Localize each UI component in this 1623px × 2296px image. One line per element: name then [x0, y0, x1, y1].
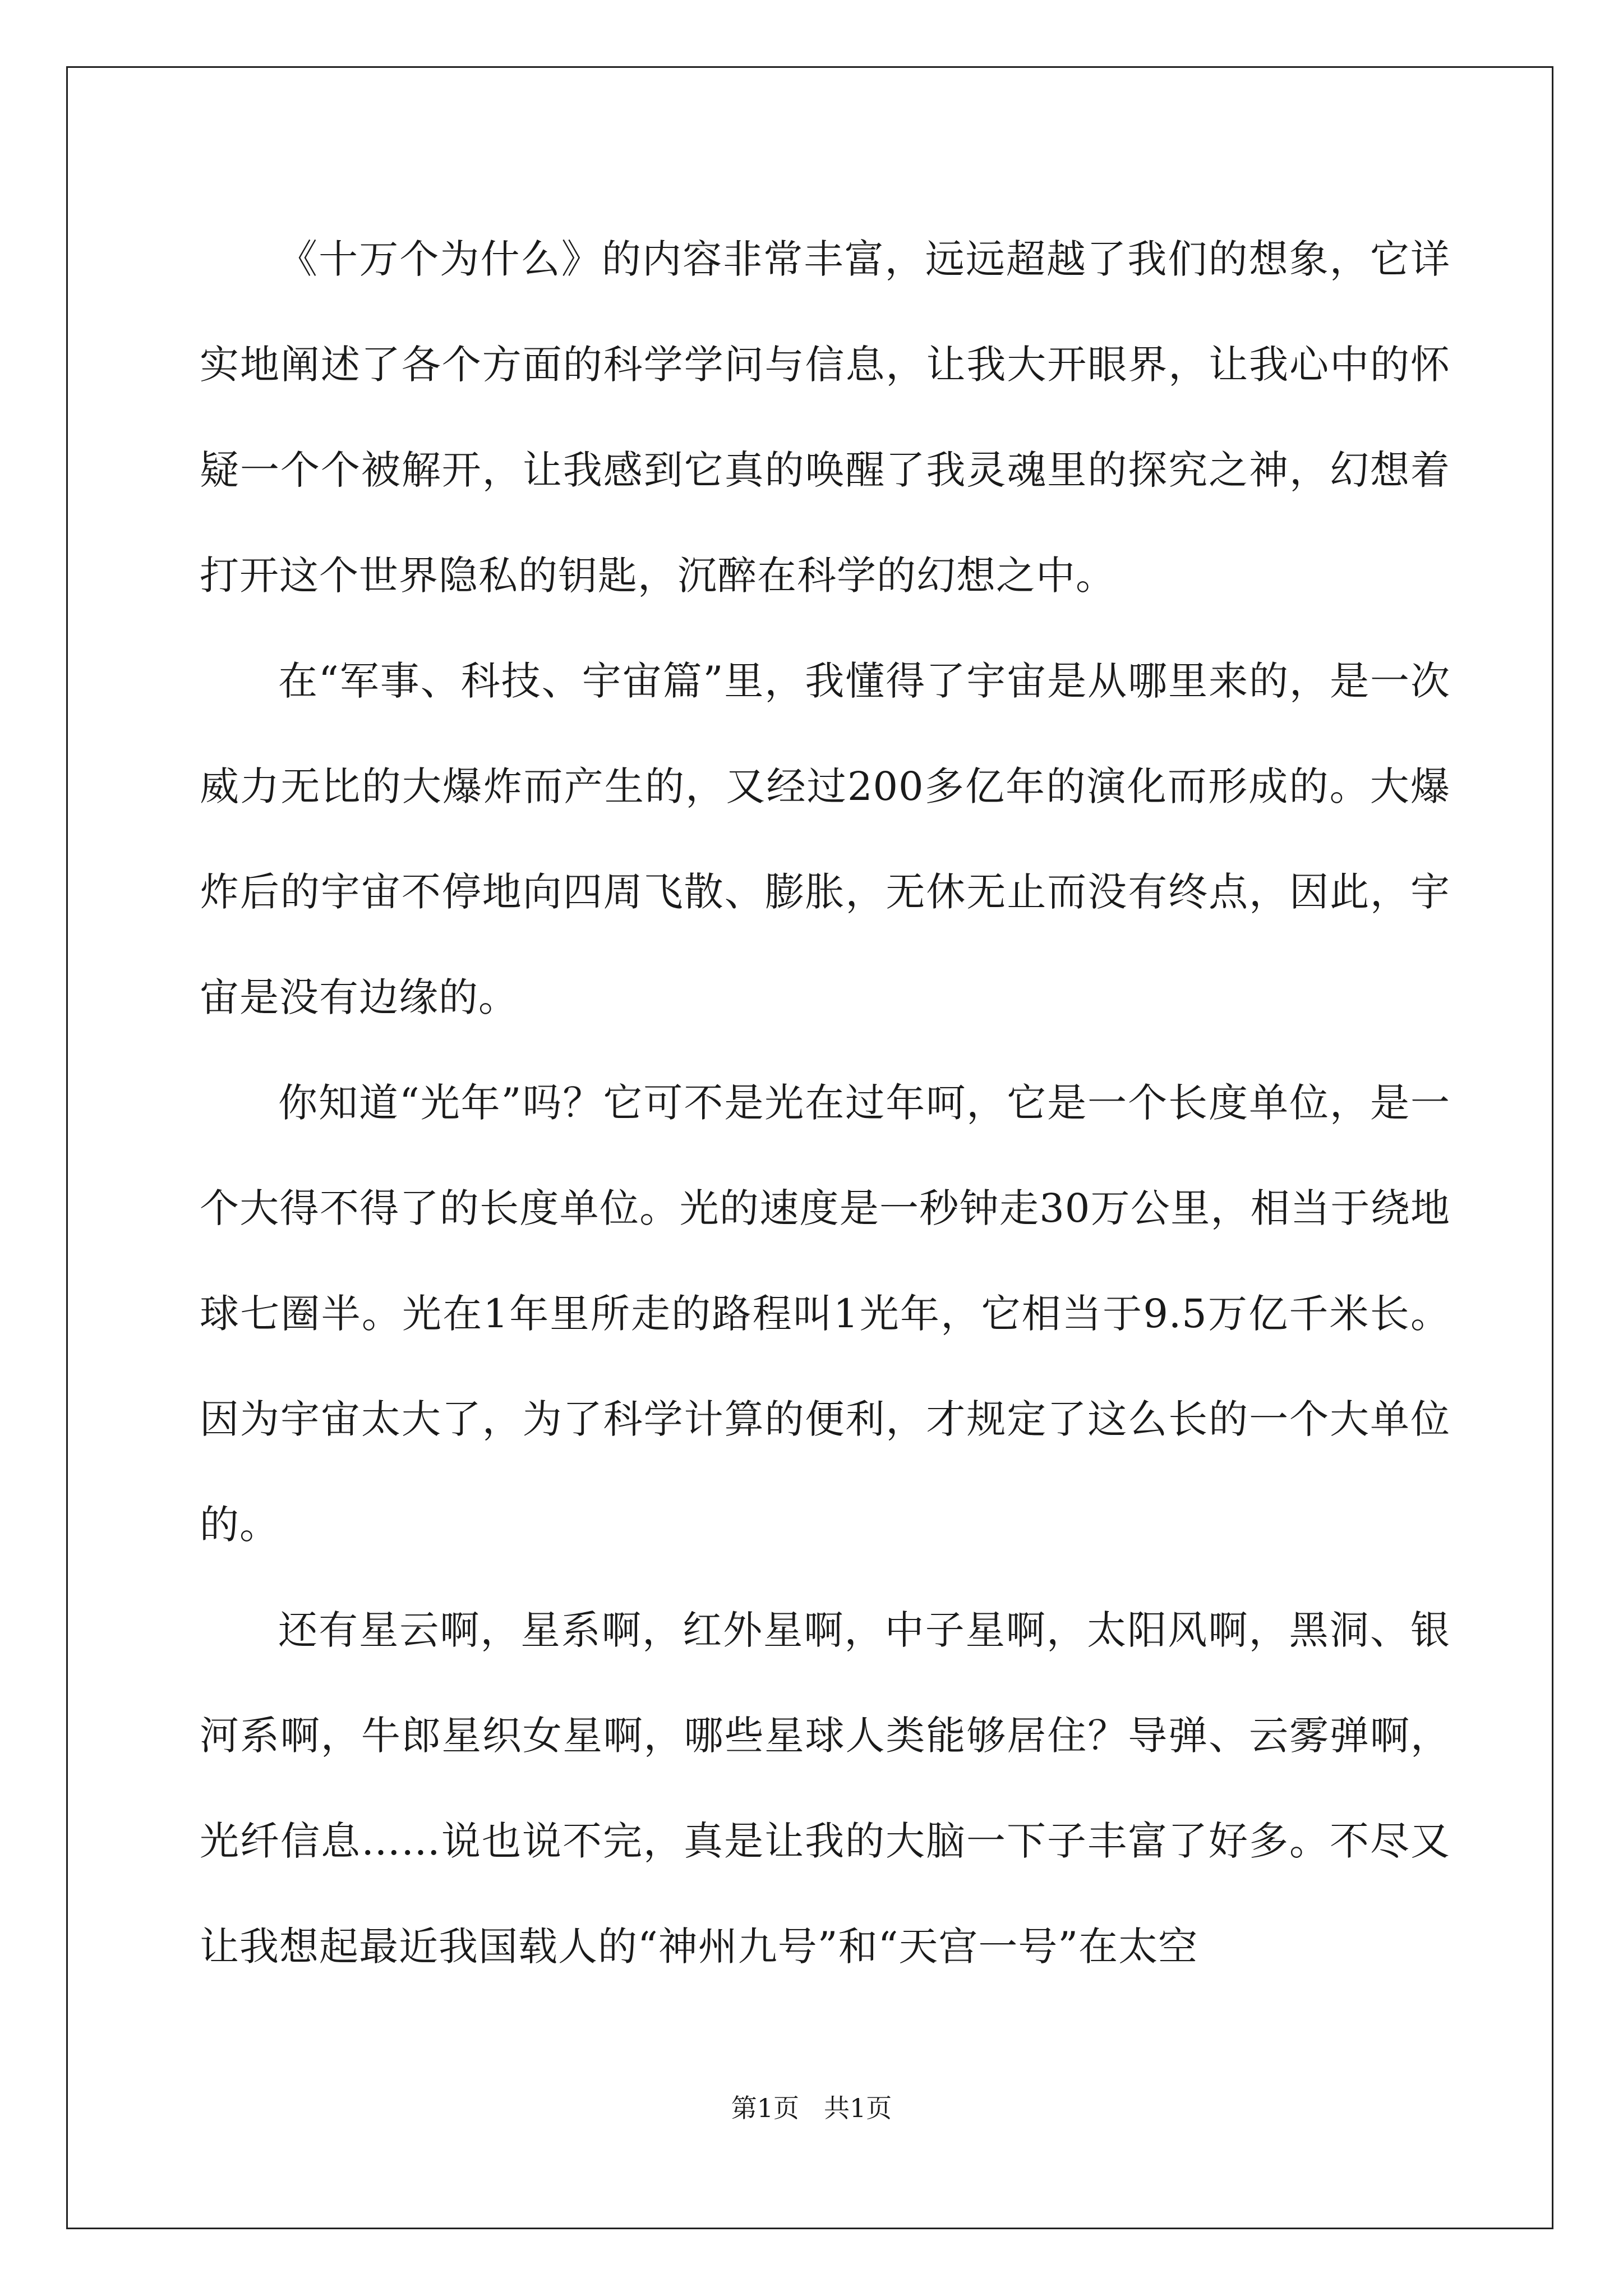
document-body [200, 206, 1450, 1999]
page-number-total: 共1页 [824, 2093, 892, 2123]
page-footer [0, 2088, 1623, 2125]
paragraph-2: 在“军事、科技、宇宙篇”里，我懂得了宇宙是从哪里来的，是一次威力无比的大爆炸而产生的，又经过200多亿年的演化而形成的。大爆炸后的宇宙不停地向四周飞散、膨胀，无休无止而没有终点，因此，宇宙是没有边缘的。 [200, 658, 1450, 1020]
paragraph-3: 你知道“光年”吗？它可不是光在过年呵，它是一个长度单位，是一个大得不得了的长度单位。光的速度是一秒钟走30万公里，相当于绕地球七圈半。光在1年里所走的路程叫1光年，它相当于9.5万亿千米长。因为宇宙太大了，为了科学计算的便利，才规定了这么长的一个大单位的。 [200, 1080, 1450, 1548]
page-number-current: 第1页 [731, 2093, 799, 2123]
paragraph-4: 还有星云啊，星系啊，红外星啊，中子星啊，太阳风啊，黑洞、银河系啊，牛郎星织女星啊，哪些星球人类能够居住？导弹、云雾弹啊，光纤信息……说也说不完，真是让我的大脑一下子丰富了好多。不尽又让我想起最近我国载人的“神州九号”和“天宫一号”在太空 [200, 1607, 1450, 1970]
paragraph-1: 《十万个为什么》的内容非常丰富，远远超越了我们的想象，它详实地阐述了各个方面的科学学问与信息，让我大开眼界，让我心中的怀疑一个个被解开，让我感到它真的唤醒了我灵魂里的探究之神，幻想着打开这个世界隐私的钥匙，沉醉在科学的幻想之中。 [200, 236, 1450, 599]
